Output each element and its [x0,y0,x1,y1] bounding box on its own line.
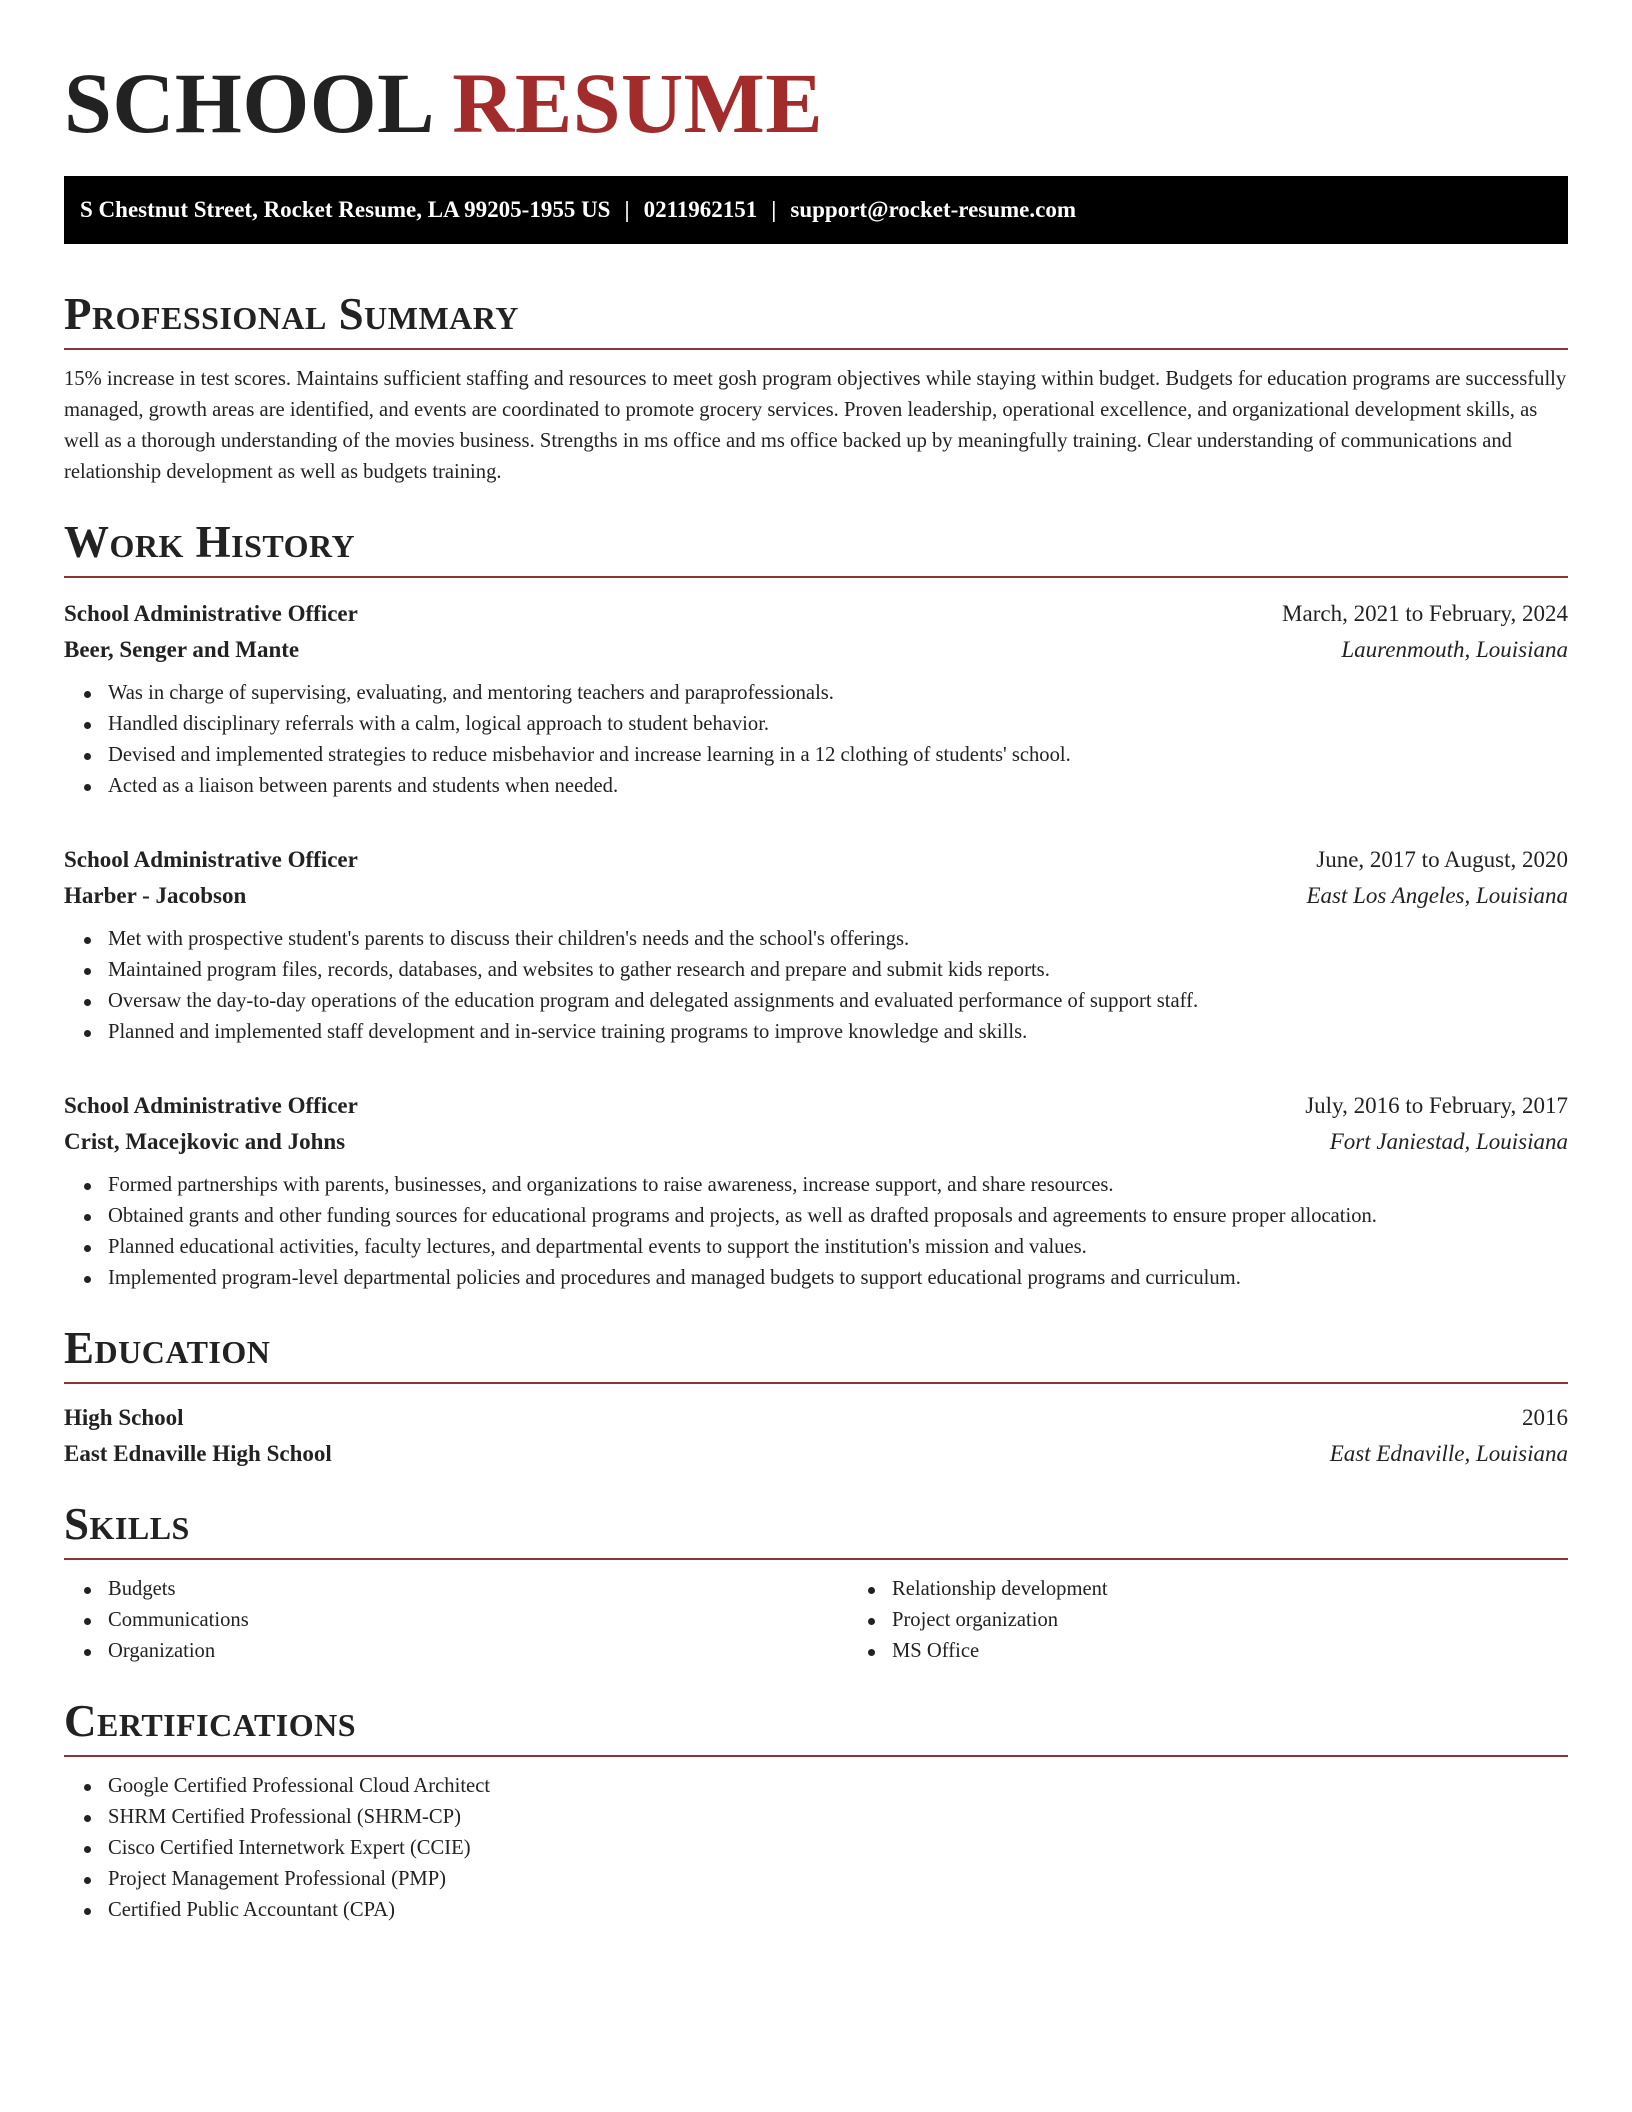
job-bullets [64,678,1568,802]
list-item: Communications [108,1605,848,1636]
education-subheader [64,1436,1568,1472]
job-role: School Administrative Officer [64,847,358,872]
summary-text: 15% increase in test scores. Maintains sufficient staffing and resources to meet gosh program objectives while staying within budget. Budgets for education programs are successfully managed, growth areas are identified, and events are coordinated to promote grocery services. Proven leadership, operational excellence, and organizational development skills, as well as a thorough understanding of the movies business. Strengths in ms office and ms office backed up by meaningfully training. Clear understanding of communications and relationship development as well as budgets training. [64,368,1567,483]
job-entry [64,1088,1568,1294]
education-header [64,1400,1568,1436]
name-first: SCHOOL [64,55,431,151]
job-dates: July, 2016 to February, 2017 [1305,1093,1568,1118]
job-bullets [64,924,1568,1048]
list-item: Organization [108,1636,848,1667]
list-item: Budgets [108,1574,848,1605]
education-degree: High School [64,1405,184,1430]
certifications-section [64,1695,1568,1926]
contact-address: S Chestnut Street, Rocket Resume, LA 99205-1955 US [80,197,611,222]
job-role: School Administrative Officer [64,601,358,626]
section-title-certifications: Certifications [64,1696,357,1746]
list-item: Met with prospective student's parents to discuss their children's needs and the school's offerings. [108,924,1568,955]
contact-email: support@rocket-resume.com [790,197,1077,222]
section-title-summary: Professional Summary [64,289,519,339]
section-divider [64,1755,1568,1757]
list-item: SHRM Certified Professional (SHRM-CP) [108,1802,1568,1833]
list-item: Handled disciplinary referrals with a calm, logical approach to student behavior. [108,709,1568,740]
education-location: East Ednaville, Louisiana [1329,1441,1568,1466]
job-header [64,842,1568,878]
job-location: Laurenmouth, Louisiana [1341,637,1568,662]
job-dates: March, 2021 to February, 2024 [1282,601,1568,626]
job-company: Beer, Senger and Mante [64,637,300,662]
section-divider [64,348,1568,350]
job-subheader [64,1124,1568,1160]
skills-section [64,1498,1568,1667]
contact-phone: 0211962151 [643,197,758,222]
section-title-work-history: Work History [64,517,356,567]
list-item: Cisco Certified Internetwork Expert (CCIE) [108,1833,1568,1864]
work-history-section [64,516,1568,1294]
job-entry [64,842,1568,1048]
list-item: Planned educational activities, faculty lectures, and departmental events to support the institution's mission and values. [108,1232,1568,1263]
certifications-list [64,1771,1568,1926]
list-item: Implemented program-level departmental policies and procedures and managed budgets to support educational programs and curriculum. [108,1263,1568,1294]
job-bullets [64,1170,1568,1294]
job-company: Crist, Macejkovic and Johns [64,1129,346,1154]
resume-name [64,48,1568,158]
job-location: Fort Janiestad, Louisiana [1329,1129,1568,1154]
skills-list-left [64,1574,848,1667]
list-item: MS Office [892,1636,1632,1667]
list-item: Project organization [892,1605,1632,1636]
list-item: Certified Public Accountant (CPA) [108,1895,1568,1926]
contact-separator: | [624,197,630,222]
job-subheader [64,878,1568,914]
section-divider [64,1382,1568,1384]
list-item: Google Certified Professional Cloud Architect [108,1771,1568,1802]
skills-list-right [848,1574,1632,1667]
list-item: Devised and implemented strategies to reduce misbehavior and increase learning in a 12 clothing of students' school. [108,740,1568,771]
job-dates: June, 2017 to August, 2020 [1316,847,1568,872]
list-item: Oversaw the day-to-day operations of the education program and delegated assignments and evaluated performance of support staff. [108,986,1568,1017]
summary-section [64,288,1568,488]
job-location: East Los Angeles, Louisiana [1306,883,1568,908]
section-divider [64,576,1568,578]
contact-bar [64,176,1568,244]
list-item: Project Management Professional (PMP) [108,1864,1568,1895]
education-school: East Ednaville High School [64,1441,332,1466]
job-header [64,1088,1568,1124]
education-year: 2016 [1522,1405,1568,1430]
list-item: Formed partnerships with parents, businesses, and organizations to raise awareness, increase support, and share resources. [108,1170,1568,1201]
job-subheader [64,632,1568,668]
education-section [64,1322,1568,1472]
skills-grid [64,1574,1568,1667]
job-company: Harber - Jacobson [64,883,247,908]
list-item: Relationship development [892,1574,1632,1605]
section-divider [64,1558,1568,1560]
section-title-skills: Skills [64,1499,190,1549]
list-item: Maintained program files, records, databases, and websites to gather research and prepare and submit kids reports. [108,955,1568,986]
job-entry [64,596,1568,802]
list-item: Was in charge of supervising, evaluating, and mentoring teachers and paraprofessionals. [108,678,1568,709]
section-title-education: Education [64,1323,271,1373]
list-item: Acted as a liaison between parents and students when needed. [108,771,1568,802]
contact-separator: | [771,197,777,222]
job-header [64,596,1568,632]
name-last: RESUME [452,55,824,151]
job-role: School Administrative Officer [64,1093,358,1118]
list-item: Planned and implemented staff development and in-service training programs to improve knowledge and skills. [108,1017,1568,1048]
list-item: Obtained grants and other funding sources for educational programs and projects, as well as drafted proposals and agreements to ensure proper allocation. [108,1201,1568,1232]
